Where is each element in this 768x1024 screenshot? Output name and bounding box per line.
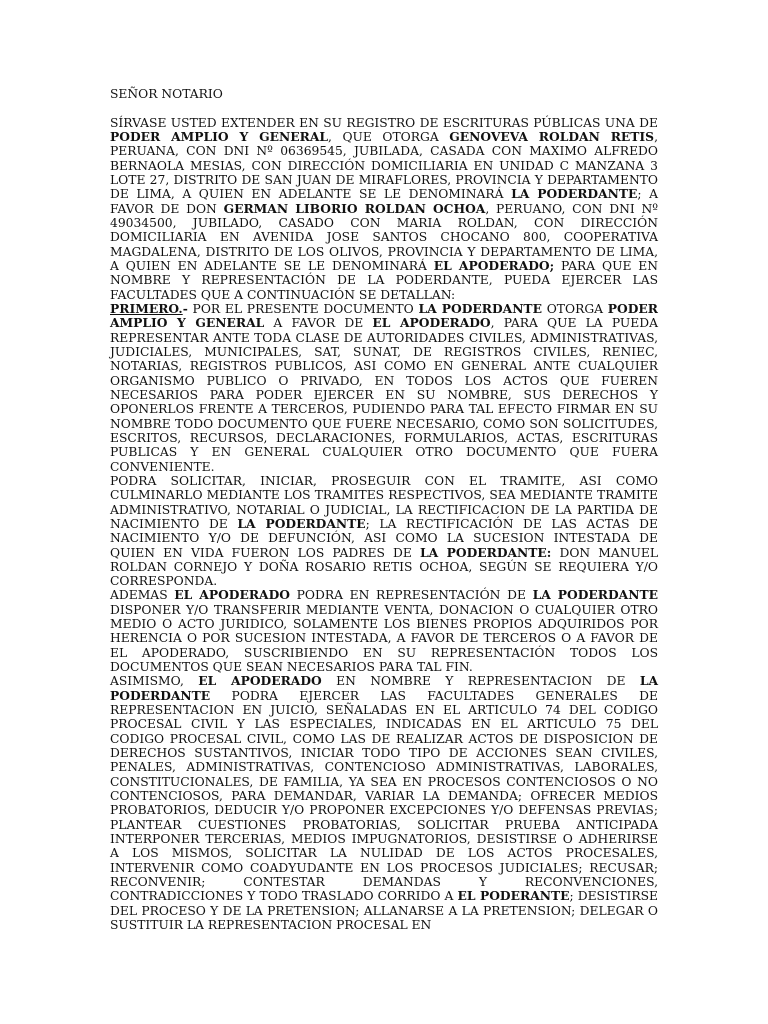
ademas-bold-1: EL APODERADO — [174, 587, 290, 603]
ademas-paragraph — [110, 588, 658, 674]
primero-text-3: A FAVOR DE — [264, 316, 373, 331]
intro-text-4: ; A FAVOR DE DON — [110, 187, 658, 216]
asimismo-bold-2: LA PODERDANTE — [110, 673, 658, 703]
primero-dash: - — [182, 300, 188, 316]
ademas-text-3: DISPONER Y/O TRANSFERIR MEDIANTE VENTA, DONACION O CUALQUIER OTRO MEDIO O ACTO JURIDICO, SOLAMENTE LOS BIENES PROPIOS ADQUIRIDOS POR HERENCIA O POR SUCESION INTESTADA, A FAVOR DE TERCEROS O A FAVOR DE EL APODERADO, SUSCRIBIENDO EN SU REPRESENTACIÓN TODOS LOS DOCUMENTOS QUE SEAN NECESARIOS PARA TAL FIN. — [110, 602, 658, 675]
grantor-alias: LA PODERDANTE — [511, 186, 638, 202]
asimismo-bold-1: EL APODERADO — [198, 673, 322, 689]
ademas-text-1: ADEMAS — [110, 588, 175, 603]
asimismo-bold-3: EL PODERANTE — [457, 888, 570, 904]
intro-text-3: , PERUANA, CON DNI Nº 06369545, JUBILADA, CASADA CON MAXIMO ALFREDO BERNAOLA MESIAS, CON DIRECCIÓN DOMICILIARIA EN UNIDAD C MANZANA 3 LOTE 27, DISTRITO DE SAN JUAN DE MIRAFLORES, PROVINCIA Y DEPARTAMENTO DE LIMA, A QUIEN EN ADELANTE SE LE DENOMINARÁ — [110, 129, 658, 202]
document-heading: SEÑOR NOTARIO — [110, 87, 223, 101]
intro-text-5: , PERUANO, CON DNI Nº 49034500, JUBILADO, CASADO CON MARIA ROLDAN, CON DIRECCIÓN DOMICILIARIA EN AVENIDA JOSE SANTOS CHOCANO 800, COOPERATIVA MAGDALENA, DISTRITO DE LOS OLIVOS, PROVINCIA Y DEPARTAMENTO DE LIMA, A QUIEN EN ADELANTE SE LE DENOMINARÁ — [110, 201, 659, 273]
podra-bold-1: LA PODERDANTE — [237, 515, 366, 531]
podra-text-3: DON MANUEL ROLDAN CORNEJO Y DOÑA ROSARIO RETIS OCHOA, SEGÚN SE REQUIERA Y/O CORRESPONDA. — [110, 545, 658, 589]
grantor-name: GENOVEVA ROLDAN RETIS — [449, 128, 655, 144]
primero-label: PRIMERO. — [110, 300, 183, 316]
asimismo-text-3: PODRA EJERCER LAS FACULTADES GENERALES DE REPRESENTACION EN JUICIO, SEÑALADAS EN EL ARTICULO 74 DEL CODIGO PROCESAL CIVIL Y LAS ESPECIALES, INDICADAS EN EL ARTICULO 75 DEL CODIGO PROCESAL CIVIL, COMO LAS DE REALIZAR ACTOS DE DISPOSICION DE DERECHOS SUSTANTIVOS, INICIAR TODO TIPO DE ACCIONES SEAN CIVILES, PENALES, ADMINISTRATIVAS, CONTENCIOSO ADMINISTRATIVAS, LABORALES, CONSTITUCIONALES, DE FAMILIA, YA SEA EN PROCESOS CONTENCIOSOS O NO CONTENCIOSOS, PARA DEMANDAR, VARIAR LA DEMANDA; OFRECER MEDIOS PROBATORIOS, DEDUCIR Y/O PROPONER EXCEPCIONES Y/O DEFENSAS PREVIAS; PLANTEAR CUESTIONES PROBATORIAS, SOLICITAR PRUEBA ANTICIPADA INTERPONER TERCERIAS, MEDIOS IMPUGNATORIOS, DESISTIRSE O ADHERIRSE A LOS MISMOS, SOLICITAR LA NULIDAD DE LOS ACTOS PROCESALES, INTERVENIR COMO COADYUDANTE EN LOS PROCESOS JUDICIALES; RECUSAR; RECONVENIR; CONTESTAR DEMANDAS Y RECONVENCIONES, CONTRADICCIONES Y TODO TRASLADO CORRIDO A — [110, 688, 658, 904]
intro-text-6: PARA QUE EN NOMBRE Y REPRESENTACIÓN DE LA PODERDANTE, PUEDA EJERCER LAS FACULTADES QUE A CONTINUACIÓN SE DETALLAN: — [110, 258, 659, 302]
asimismo-text-1: ASIMISMO, — [110, 674, 199, 689]
asimismo-paragraph — [110, 674, 658, 932]
attorney-name: GERMAN LIBORIO ROLDAN OCHOA — [223, 200, 486, 216]
podra-text-2: ; LA RECTIFICACIÓN DE LAS ACTAS DE NACIMIENTO Y/O DE DEFUNCIÓN, ASI COMO LA SUCESION INTESTADA DE QUIEN EN VIDA FUERON LOS PADRES DE — [110, 516, 658, 560]
podra-paragraph — [110, 474, 658, 589]
primero-bold-1: LA PODERDANTE — [418, 300, 542, 316]
ademas-text-2: PODRA EN REPRESENTACIÓN DE — [289, 588, 533, 603]
intro-text-1: SÍRVASE USTED EXTENDER EN SU REGISTRO DE ESCRITURAS PÚBLICAS UNA DE — [110, 115, 658, 130]
primero-paragraph — [110, 302, 658, 474]
ademas-bold-2: LA PODERDANTE — [532, 587, 658, 603]
asimismo-text-4: ; DESISTIRSE DEL PROCESO Y DE LA PRETENSION; ALLANARSE A LA PRETENSION; DELEGAR O SUSTITUIR LA REPRESENTACION PROCESAL EN — [110, 889, 658, 933]
intro-paragraph — [110, 116, 658, 302]
primero-text-2: OTORGA — [541, 301, 608, 316]
intro-power-type: PODER AMPLIO Y GENERAL — [110, 128, 329, 144]
primero-text-1: POR EL PRESENTE DOCUMENTO — [187, 301, 419, 316]
podra-bold-2: LA PODERDANTE: — [419, 544, 552, 560]
document-body — [110, 87, 658, 932]
primero-bold-2: PODER AMPLIO Y GENERAL — [110, 300, 658, 331]
primero-bold-3: EL APODERADO — [372, 315, 491, 331]
attorney-alias: EL APODERADO; — [433, 257, 555, 273]
asimismo-text-2: EN NOMBRE Y REPRESENTACION DE — [321, 674, 640, 689]
primero-text-4: , PARA QUE LA PUEDA REPRESENTAR ANTE TODA CLASE DE AUTORIDADES CIVILES, ADMINISTRATIVAS, JUDICIALES, MUNICIPALES, SAT, SUNAT, DE REGISTROS CIVILES, RENIEC, NOTARIAS, REGISTROS PUBLICOS, ASI COMO EN GENERAL ANTE CUALQUIER ORGANISMO PUBLICO O PRIVADO, EN TODOS LOS ACTOS QUE FUEREN NECESARIOS PARA PODER EJERCER EN SU NOMBRE, SUS DERECHOS Y OPONERLOS FRENTE A TERCEROS, PUDIENDO PARA TAL EFECTO FIRMAR EN SU NOMBRE TODO DOCUMENTO QUE FUERE NECESARIO, COMO SON SOLICITUDES, ESCRITOS, RECURSOS, DECLARACIONES, FORMULARIOS, ACTAS, ESCRITURAS PUBLICAS Y EN GENERAL CUALQUIER OTRO DOCUMENTO QUE FUERA CONVENIENTE. — [110, 316, 658, 474]
intro-text-2: , QUE OTORGA — [328, 129, 450, 144]
podra-text-1: PODRA SOLICITAR, INICIAR, PROSEGUIR CON EL TRAMITE, ASI COMO CULMINARLO MEDIANTE LOS TRAMITES RESPECTIVOS, SEA MEDIANTE TRAMITE ADMINISTRATIVO, NOTARIAL O JUDICIAL, LA RECTIFICACION DE LA PARTIDA DE NACIMIENTO DE — [110, 473, 658, 531]
